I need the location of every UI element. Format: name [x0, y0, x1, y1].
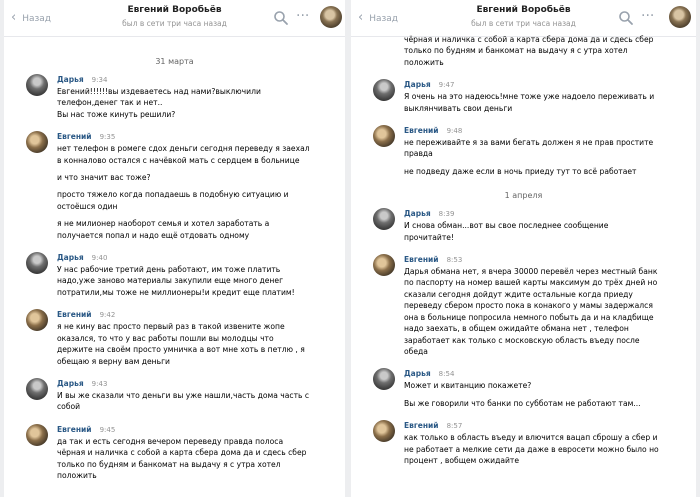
- message-text-line: Я очень на это надеюсь!мне тоже уже надоело переживать и: [404, 92, 655, 102]
- message-text-line: У нас рабочие третий день работают, им тоже платить: [57, 265, 281, 275]
- sender-avatar[interactable]: [26, 309, 48, 331]
- message-text-line: правда: [404, 149, 433, 159]
- message-time: 9:43: [91, 379, 108, 388]
- sender-name[interactable]: [404, 208, 688, 220]
- sender-label[interactable]: Евгений: [57, 132, 92, 142]
- message-text-line: надо заехать, в общем ожидайте обмана нет , телефон: [404, 324, 629, 334]
- message-text-line: не переживайте я за вами бегать должен я не прав простите: [404, 138, 654, 148]
- sender-name[interactable]: [57, 131, 337, 143]
- message-text-line: Евгений!!!!!!вы издеваетесь над нами?выключили: [57, 87, 261, 96]
- message-text-line: собой: [57, 402, 81, 412]
- sender-name[interactable]: [404, 125, 688, 137]
- sender-label[interactable]: Дарья: [404, 209, 431, 219]
- back-button[interactable]: ‹ Назад: [358, 10, 399, 25]
- message-list: [351, 37, 696, 497]
- message-time: 9:34: [91, 76, 108, 84]
- contact-status: был в сети три часа назад: [122, 19, 227, 28]
- message-item[interactable]: [4, 424, 345, 482]
- sender-avatar[interactable]: [26, 378, 48, 400]
- date-separator: 1 апреля: [504, 191, 543, 201]
- message-item[interactable]: [351, 368, 696, 409]
- message-text-line: Дарья обмана нет, я вчера 30000 перевёл через местный банк: [404, 267, 658, 277]
- message-item[interactable]: [4, 252, 345, 298]
- message-time: 8:53: [446, 256, 463, 265]
- sender-avatar[interactable]: [373, 368, 395, 390]
- back-button[interactable]: ‹ Назад: [11, 10, 52, 25]
- message-text-line: потратили,мы тоже не миллионеры!и кредит еще платим!: [57, 287, 295, 297]
- sender-label[interactable]: Евгений: [404, 255, 439, 265]
- message-item[interactable]: [351, 208, 696, 243]
- message-text-line: и что значит вас тоже?: [57, 173, 151, 183]
- message-item[interactable]: [4, 309, 345, 367]
- search-icon[interactable]: [617, 9, 635, 27]
- sender-name[interactable]: [57, 252, 337, 264]
- date-separator: 31 марта: [155, 57, 194, 66]
- sender-name[interactable]: [404, 79, 688, 91]
- message-item[interactable]: [4, 74, 345, 120]
- message-text-line: да так и есть сегодня вечером переведу правда полоса: [57, 436, 284, 446]
- sender-avatar[interactable]: [26, 424, 48, 446]
- message-text-line: чёрная и наличка с собой а карта сбера дома да и сдесь сбер: [404, 35, 654, 44]
- chevron-left-icon: ‹: [11, 10, 17, 25]
- chat-panel-left: [4, 0, 345, 497]
- sender-avatar[interactable]: [373, 254, 395, 276]
- message-text-line: телефон,денег так и нет..: [57, 98, 163, 108]
- message-item[interactable]: [351, 254, 696, 357]
- sender-label[interactable]: Дарья: [404, 80, 431, 90]
- message-text-line: она в больнице попросила немного побыть да и на кладбище: [404, 312, 654, 322]
- sender-avatar[interactable]: [26, 131, 48, 153]
- message-text-line: Вы же говорили что банки по субботам не работают там...: [404, 398, 641, 408]
- message-item[interactable]: [351, 125, 696, 177]
- sender-avatar[interactable]: [373, 208, 395, 230]
- message-text-line: держите на своём просто умничка а вот мне хоть в петлю , я: [57, 345, 305, 355]
- message-text-line: И вы же сказали что деньги вы уже нашли,часть дома часть с: [57, 390, 310, 400]
- message-text-line: только по будням и банкомат на выдачу я с утра хотел: [404, 46, 628, 56]
- sender-label[interactable]: Дарья: [404, 369, 431, 379]
- message-item[interactable]: [351, 420, 696, 466]
- message-text-line: процент , вобщем ожидайте: [404, 455, 520, 465]
- message-text-line: в конналово остался с начёвкой мать с сердцем в больнице: [57, 155, 300, 165]
- message-time: 9:48: [446, 127, 463, 136]
- message-time: 9:42: [99, 311, 116, 320]
- message-time: 8:39: [438, 210, 455, 219]
- sender-name[interactable]: [57, 378, 337, 390]
- message-text-line: оказался, то что у вас работы пошли вы молодцы что: [57, 333, 274, 343]
- contact-name: Евгений Воробьёв: [127, 5, 222, 15]
- message-list: [4, 37, 345, 497]
- message-text-line: не работает а мелкие сети да даже в евросети можно было но: [404, 444, 659, 454]
- message-text-line: Вы нас тоже кинуть решили?: [57, 109, 176, 119]
- message-text-line: надо,уже заново материалы закупили еще много денег: [57, 276, 284, 286]
- message-continuation: [351, 34, 696, 68]
- sender-label[interactable]: Евгений: [57, 310, 92, 320]
- sender-avatar[interactable]: [373, 125, 395, 147]
- more-icon[interactable]: ···: [296, 8, 310, 24]
- message-item[interactable]: [4, 131, 345, 241]
- message-text-line: нет телефон в ромеге сдох деньги сегодня переведу я заехал: [57, 144, 310, 154]
- message-text-line: остоёшся один: [57, 201, 118, 211]
- message-text-line: переведу сбером просто пока в конакого у мамы задержался: [404, 301, 653, 311]
- message-item[interactable]: [4, 378, 345, 413]
- message-text-line: Может и квитанцию покажете?: [404, 381, 532, 391]
- sender-label[interactable]: Дарья: [57, 253, 84, 263]
- sender-name[interactable]: [57, 309, 337, 321]
- message-text-line: заработает как только с московскую область въеду после: [404, 335, 640, 345]
- message-text-line: как только в область въеду и влючится вацап сброшу а сбер и: [404, 433, 658, 443]
- message-text-line: положить: [404, 57, 444, 67]
- contact-status: был в сети три часа назад: [471, 19, 576, 28]
- message-text-line: не подведу даже если в ночь приеду тут то всё работает: [404, 166, 637, 176]
- sender-name[interactable]: [404, 254, 688, 266]
- message-text-line: обещаю я верну вам деньги: [57, 356, 170, 366]
- chat-panel-right: [351, 0, 696, 497]
- chat-header: [351, 0, 696, 37]
- message-text-line: по паспорту на номер вашей карты максимум до трёх дней но: [404, 278, 658, 288]
- message-time: 9:45: [99, 425, 116, 434]
- contact-name: Евгений Воробьёв: [476, 5, 571, 15]
- sender-label[interactable]: Дарья: [57, 378, 84, 388]
- sender-name[interactable]: [404, 420, 688, 432]
- message-text-line: только по будням и банкомат на выдачу я с утра хотел: [57, 459, 281, 469]
- sender-avatar[interactable]: [26, 74, 48, 96]
- contact-avatar[interactable]: [669, 6, 691, 28]
- chat-header: [4, 0, 345, 37]
- message-time: 9:47: [438, 81, 455, 90]
- sender-label[interactable]: Дарья: [57, 75, 84, 84]
- message-time: 8:54: [438, 370, 455, 379]
- sender-label[interactable]: Евгений: [404, 126, 439, 136]
- message-item[interactable]: [351, 79, 696, 114]
- sender-label[interactable]: Евгений: [57, 424, 92, 434]
- contact-avatar[interactable]: [320, 6, 342, 28]
- message-time: 8:57: [446, 422, 463, 431]
- message-text-line: чёрная и наличка с собой а карта сбера дома да и сдесь сбер: [57, 448, 307, 458]
- sender-label[interactable]: Евгений: [404, 421, 439, 431]
- message-text-line: получается попал и надо ещё отдовать одному: [57, 230, 250, 240]
- sender-name[interactable]: [57, 74, 337, 86]
- message-text-line: я не кину вас просто первый раз в такой извените жопе: [57, 322, 285, 332]
- search-icon[interactable]: [272, 9, 290, 27]
- chevron-left-icon: ‹: [358, 10, 364, 25]
- message-text-line: обеда: [404, 346, 428, 356]
- sender-avatar[interactable]: [373, 420, 395, 442]
- message-time: 9:35: [99, 133, 116, 142]
- more-icon[interactable]: ···: [641, 8, 655, 24]
- message-text-line: положить: [57, 470, 97, 480]
- message-text-line: прочитайте!: [404, 232, 455, 242]
- message-text-line: И снова обман...вот вы свое последнее сообщение: [404, 221, 609, 231]
- sender-name[interactable]: [404, 368, 688, 380]
- message-text-line: выклянчивать свои деньги: [404, 103, 513, 113]
- message-text-line: просто тяжело когда попадаешь в подобную ситуацию и: [57, 190, 289, 200]
- sender-avatar[interactable]: [373, 79, 395, 101]
- message-text-line: я не милионер наоборот семья и хотел заработать а: [57, 219, 270, 229]
- message-time: 9:40: [91, 254, 108, 263]
- sender-name[interactable]: [57, 424, 337, 436]
- sender-avatar[interactable]: [26, 252, 48, 274]
- message-text-line: сказали сегодня дойдут ждите остальные когда приеду: [404, 289, 633, 299]
